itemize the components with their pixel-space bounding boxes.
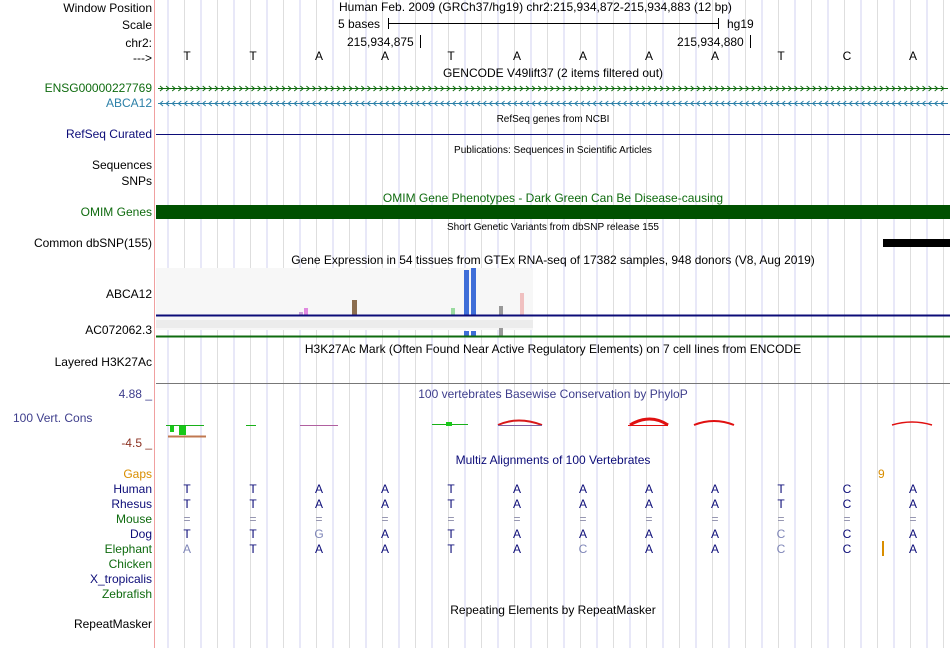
gtex-bar-5 bbox=[464, 270, 469, 315]
aligned-base: A bbox=[908, 497, 917, 511]
species-label[interactable]: Zebrafish bbox=[101, 587, 152, 601]
refseq-label[interactable]: RefSeq Curated bbox=[65, 127, 152, 141]
gtex-bar-11 bbox=[499, 328, 503, 336]
aligned-base: A bbox=[314, 542, 323, 556]
coord-left: 215,934,875 bbox=[347, 35, 414, 49]
gtex-bar-1 bbox=[304, 308, 308, 315]
aligned-base: A bbox=[380, 527, 389, 541]
aligned-base: T bbox=[249, 497, 257, 511]
strand-label: ---> bbox=[133, 51, 152, 65]
aligned-base: A bbox=[578, 482, 587, 496]
aligned-base: C bbox=[842, 482, 852, 496]
gtex-bar-9 bbox=[464, 331, 469, 336]
dna-base: T bbox=[447, 49, 455, 63]
aligned-base: A bbox=[512, 497, 521, 511]
elephant-insertion-mark bbox=[882, 541, 884, 556]
gtex-bar-8 bbox=[520, 293, 524, 315]
aligned-base: = bbox=[249, 512, 257, 526]
aligned-base: T bbox=[447, 527, 455, 541]
aligned-base: C bbox=[776, 527, 786, 541]
dna-base: A bbox=[380, 49, 389, 63]
scale-bar-tick-right bbox=[718, 18, 719, 29]
dbsnp-variant-bar[interactable] bbox=[883, 239, 950, 247]
aligned-base: T bbox=[447, 482, 455, 496]
aligned-base: A bbox=[380, 497, 389, 511]
scale-text: 5 bases bbox=[338, 17, 381, 31]
omim-label[interactable]: OMIM Genes bbox=[80, 205, 152, 219]
h3k27ac-baseline[interactable] bbox=[156, 383, 950, 384]
aligned-base: A bbox=[380, 482, 389, 496]
phylop-wiggle[interactable] bbox=[156, 410, 950, 442]
aligned-base: A bbox=[512, 527, 521, 541]
coord-right-tick bbox=[750, 35, 751, 48]
aligned-base: = bbox=[909, 512, 917, 526]
gtex-gene1-label[interactable]: ABCA12 bbox=[105, 287, 152, 301]
aligned-base: C bbox=[842, 497, 852, 511]
gaps-label[interactable]: Gaps bbox=[123, 467, 152, 481]
assembly-position[interactable]: Human Feb. 2009 (GRCh37/hg19) chr2:215,934,872-215,934,883 (12 bp) bbox=[339, 0, 732, 14]
aligned-base: C bbox=[578, 542, 588, 556]
aligned-base: A bbox=[512, 482, 521, 496]
chrom-label[interactable]: chr2: bbox=[125, 36, 152, 50]
gtex-panel-2 bbox=[156, 320, 533, 328]
aligned-base: T bbox=[249, 527, 257, 541]
aligned-base: = bbox=[183, 512, 191, 526]
dna-base: A bbox=[512, 49, 521, 63]
cons-max-label: 4.88 _ bbox=[118, 387, 152, 401]
aligned-base: A bbox=[182, 542, 191, 556]
aligned-base: = bbox=[579, 512, 587, 526]
dna-base: A bbox=[314, 49, 323, 63]
window-position-label[interactable]: Window Position bbox=[63, 1, 152, 15]
aligned-base: C bbox=[842, 542, 852, 556]
gencode-gene-models[interactable] bbox=[156, 81, 950, 111]
refseq-title: RefSeq genes from NCBI bbox=[496, 114, 610, 125]
aligned-base: T bbox=[777, 497, 785, 511]
aligned-base: A bbox=[644, 542, 653, 556]
refseq-gene-line[interactable] bbox=[156, 134, 950, 135]
multiz-title: Multiz Alignments of 100 Vertebrates bbox=[455, 453, 651, 467]
gtex-bar-6 bbox=[471, 268, 476, 315]
species-label[interactable]: Human bbox=[113, 482, 152, 496]
aligned-base: = bbox=[711, 512, 719, 526]
species-label[interactable]: Dog bbox=[129, 527, 152, 541]
h3k27ac-label[interactable]: Layered H3K27Ac bbox=[54, 355, 152, 369]
gene-ensg-label[interactable]: ENSG00000227769 bbox=[44, 81, 152, 95]
aligned-base: A bbox=[908, 482, 917, 496]
aligned-base: A bbox=[380, 542, 389, 556]
coord-left-tick bbox=[420, 35, 421, 48]
sequences-label[interactable]: Sequences bbox=[91, 158, 152, 172]
scale-bar bbox=[388, 23, 718, 24]
dna-base: A bbox=[908, 49, 917, 63]
aligned-base: = bbox=[777, 512, 785, 526]
aligned-base: = bbox=[513, 512, 521, 526]
aligned-base: T bbox=[183, 527, 191, 541]
aligned-base: = bbox=[381, 512, 389, 526]
dna-base: T bbox=[249, 49, 257, 63]
gap-count: 9 bbox=[878, 467, 885, 481]
aligned-base: T bbox=[183, 497, 191, 511]
snps-label[interactable]: SNPs bbox=[121, 174, 152, 188]
dna-base: C bbox=[842, 49, 852, 63]
aligned-base: T bbox=[777, 482, 785, 496]
aligned-base: A bbox=[578, 497, 587, 511]
gtex-expression-chart[interactable] bbox=[156, 266, 950, 340]
aligned-base: = bbox=[645, 512, 653, 526]
assembly-db: hg19 bbox=[727, 17, 754, 31]
coord-right: 215,934,880 bbox=[677, 35, 744, 49]
aligned-base: = bbox=[447, 512, 455, 526]
dna-base: A bbox=[710, 49, 719, 63]
aligned-base: A bbox=[512, 542, 521, 556]
aligned-base: A bbox=[908, 542, 917, 556]
h3k27ac-title: H3K27Ac Mark (Often Found Near Active Regulatory Elements) on 7 cell lines from ENCODE bbox=[304, 342, 802, 356]
gtex-bar-3 bbox=[352, 300, 357, 315]
cons-min-label: -4.5 _ bbox=[121, 436, 152, 450]
dbsnp-title: Short Genetic Variants from dbSNP release 155 bbox=[447, 222, 659, 233]
cons-label[interactable]: 100 Vert. Cons bbox=[13, 411, 93, 425]
scale-label[interactable]: Scale bbox=[121, 18, 152, 32]
repeat-label[interactable]: RepeatMasker bbox=[73, 617, 152, 631]
aligned-base: A bbox=[710, 497, 719, 511]
aligned-base: A bbox=[578, 527, 587, 541]
gtex-bar-4 bbox=[451, 308, 455, 315]
aligned-base: G bbox=[314, 527, 324, 541]
species-label[interactable]: Elephant bbox=[104, 542, 152, 556]
aligned-base: A bbox=[644, 497, 653, 511]
dna-base: A bbox=[644, 49, 653, 63]
aligned-base: A bbox=[644, 482, 653, 496]
gtex-bar-10 bbox=[471, 331, 476, 336]
aligned-base: A bbox=[710, 527, 719, 541]
scale-bar-tick-left bbox=[388, 18, 389, 29]
aligned-base: A bbox=[644, 527, 653, 541]
aligned-base: C bbox=[776, 542, 786, 556]
gencode-title: GENCODE V49lift37 (2 items filtered out) bbox=[442, 66, 664, 80]
gene-abca12-label[interactable]: ABCA12 bbox=[105, 96, 152, 110]
species-label[interactable]: Mouse bbox=[115, 512, 152, 526]
omim-gene-bar[interactable] bbox=[156, 205, 950, 219]
aligned-base: A bbox=[314, 482, 323, 496]
species-label[interactable]: X_tropicalis bbox=[89, 572, 152, 586]
aligned-base: C bbox=[842, 527, 852, 541]
aligned-base: A bbox=[710, 542, 719, 556]
dbsnp-label[interactable]: Common dbSNP(155) bbox=[33, 236, 152, 250]
aligned-base: T bbox=[249, 482, 257, 496]
aligned-base: T bbox=[447, 542, 455, 556]
aligned-base: T bbox=[249, 542, 257, 556]
aligned-base: A bbox=[314, 497, 323, 511]
aligned-base: = bbox=[315, 512, 323, 526]
dna-base: T bbox=[183, 49, 191, 63]
gtex-title: Gene Expression in 54 tissues from GTEx RNA-seq of 17382 samples, 948 donors (V8, Aug 2019) bbox=[291, 253, 815, 267]
omim-title: OMIM Gene Phenotypes - Dark Green Can Be Disease-causing bbox=[382, 191, 724, 205]
species-label[interactable]: Rhesus bbox=[111, 497, 152, 511]
dna-base: A bbox=[578, 49, 587, 63]
aligned-base: A bbox=[710, 482, 719, 496]
dna-base: T bbox=[777, 49, 785, 63]
aligned-base: T bbox=[447, 497, 455, 511]
publications-title: Publications: Sequences in Scientific Articles bbox=[454, 145, 652, 156]
species-label[interactable]: Chicken bbox=[108, 557, 152, 571]
gtex-bar-7 bbox=[499, 306, 503, 315]
gtex-gene2-label[interactable]: AC072062.3 bbox=[85, 323, 152, 337]
aligned-base: = bbox=[843, 512, 851, 526]
aligned-base: A bbox=[908, 527, 917, 541]
cons-title: 100 vertebrates Basewise Conservation by PhyloP bbox=[418, 387, 688, 401]
repeat-title: Repeating Elements by RepeatMasker bbox=[450, 603, 656, 617]
aligned-base: T bbox=[183, 482, 191, 496]
